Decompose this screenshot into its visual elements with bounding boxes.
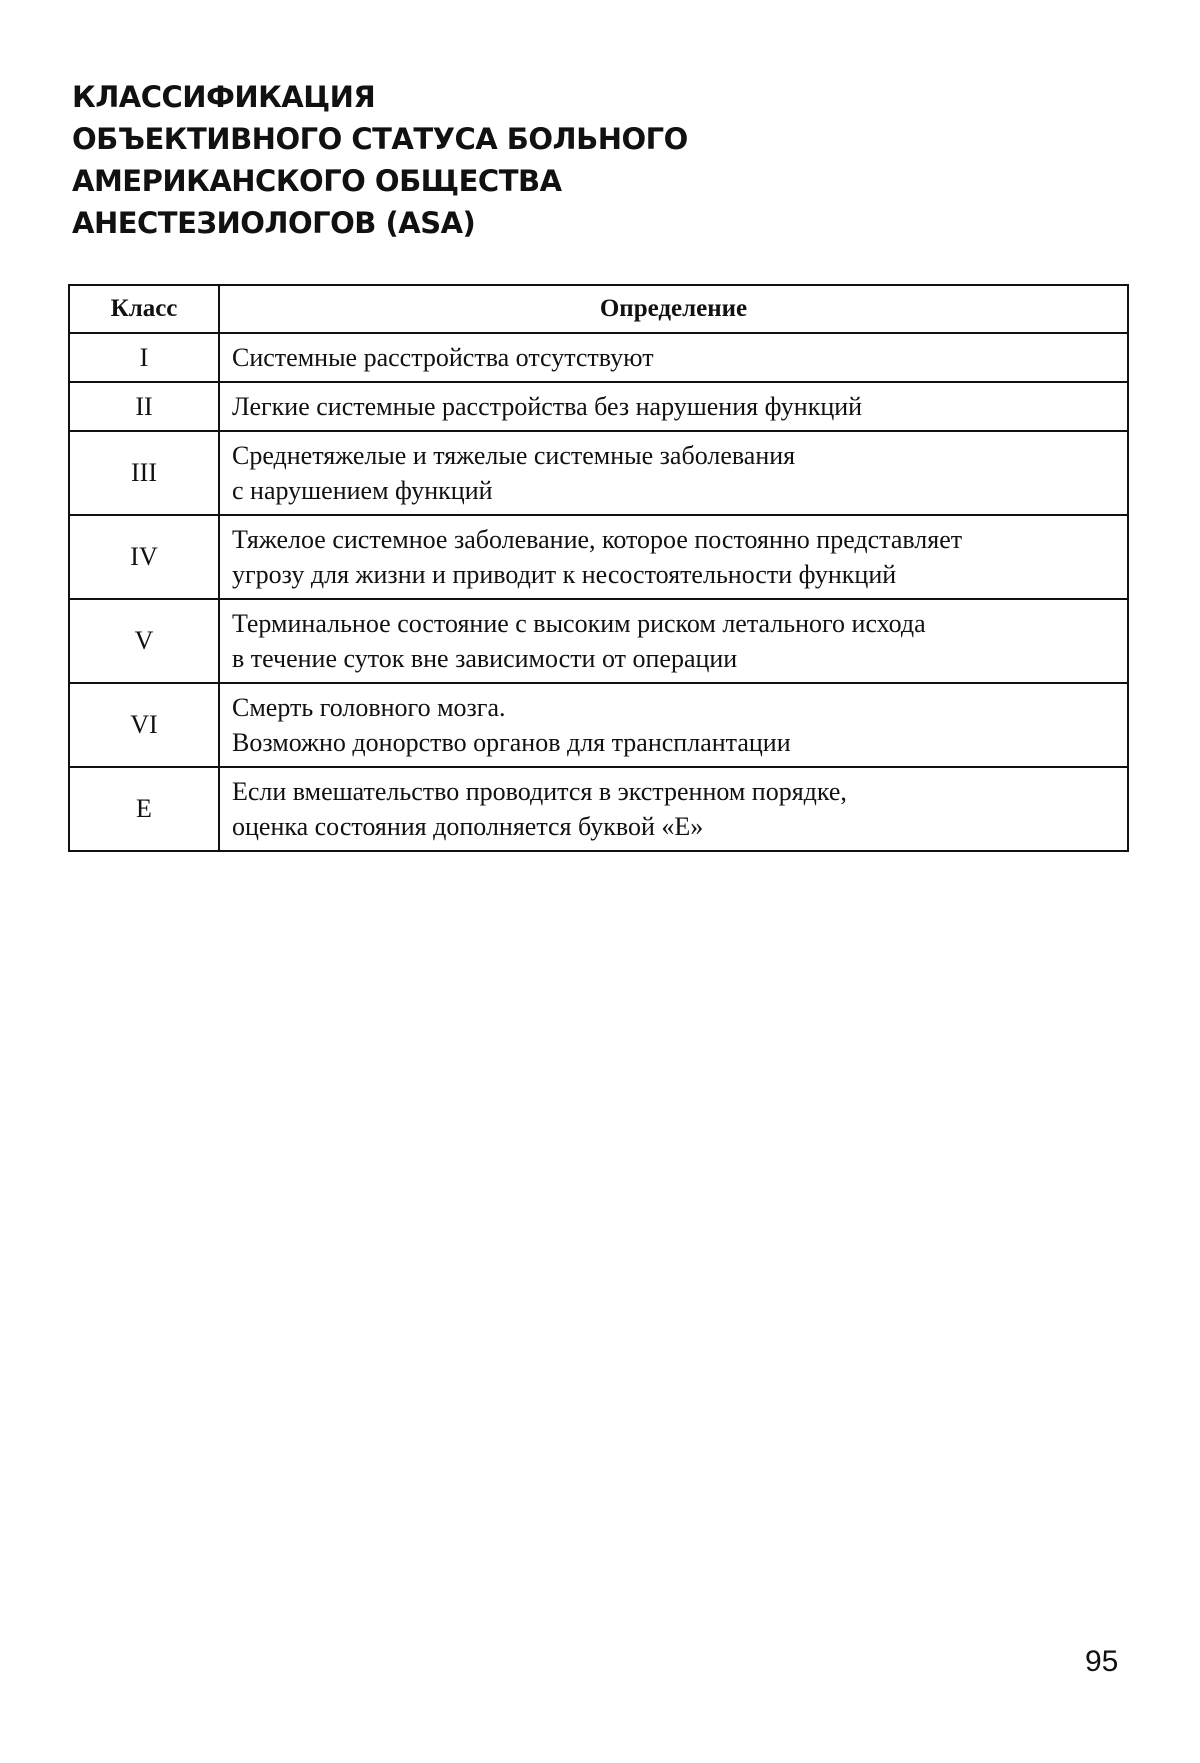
class-cell: I xyxy=(69,333,219,382)
header-definition: Определение xyxy=(219,285,1128,333)
definition-cell xyxy=(219,333,1128,382)
definition-line: Возможно донорство органов для трансплантации xyxy=(232,728,791,757)
table-header-row xyxy=(69,285,1128,333)
table-row xyxy=(69,333,1128,382)
definition-cell xyxy=(219,382,1128,431)
definition-line: с нарушением функций xyxy=(232,476,493,505)
title-line: АМЕРИКАНСКОГО ОБЩЕСТВА xyxy=(72,164,562,198)
definition-cell xyxy=(219,431,1128,515)
definition-line: Среднетяжелые и тяжелые системные заболевания xyxy=(232,441,796,470)
asa-classification-table xyxy=(68,284,1129,852)
definition-line: Системные расстройства отсутствуют xyxy=(232,343,654,372)
definition-line: Тяжелое системное заболевание, которое постоянно представляет xyxy=(232,525,963,554)
class-cell: II xyxy=(69,382,219,431)
definition-cell xyxy=(219,599,1128,683)
definition-line: Терминальное состояние с высоким риском летального исхода xyxy=(232,609,926,638)
class-cell: VI xyxy=(69,683,219,767)
table-row xyxy=(69,683,1128,767)
definition-line: оценка состояния дополняется буквой «Е» xyxy=(232,812,704,841)
title-line: АНЕСТЕЗИОЛОГОВ (ASA) xyxy=(72,206,476,240)
class-cell: III xyxy=(69,431,219,515)
table-row xyxy=(69,599,1128,683)
table-row xyxy=(69,382,1128,431)
definition-line: Легкие системные расстройства без нарушения функций xyxy=(232,392,863,421)
class-cell: IV xyxy=(69,515,219,599)
page-number: 95 xyxy=(1085,1645,1119,1678)
definition-line: Смерть головного мозга. xyxy=(232,693,506,722)
header-class: Класс xyxy=(69,285,219,333)
definition-line: в течение суток вне зависимости от операции xyxy=(232,644,738,673)
table-row xyxy=(69,431,1128,515)
title-line: ОБЪЕКТИВНОГО СТАТУСА БОЛЬНОГО xyxy=(72,122,688,156)
title-line: КЛАССИФИКАЦИЯ xyxy=(72,80,376,114)
definition-line: Если вмешательство проводится в экстренном порядке, xyxy=(232,777,847,806)
class-cell: V xyxy=(69,599,219,683)
definition-cell xyxy=(219,683,1128,767)
page-title xyxy=(72,76,832,244)
definition-cell xyxy=(219,515,1128,599)
definition-cell xyxy=(219,767,1128,851)
definition-line: угрозу для жизни и приводит к несостоятельности функций xyxy=(232,560,897,589)
table-row xyxy=(69,767,1128,851)
table-row xyxy=(69,515,1128,599)
class-cell: E xyxy=(69,767,219,851)
